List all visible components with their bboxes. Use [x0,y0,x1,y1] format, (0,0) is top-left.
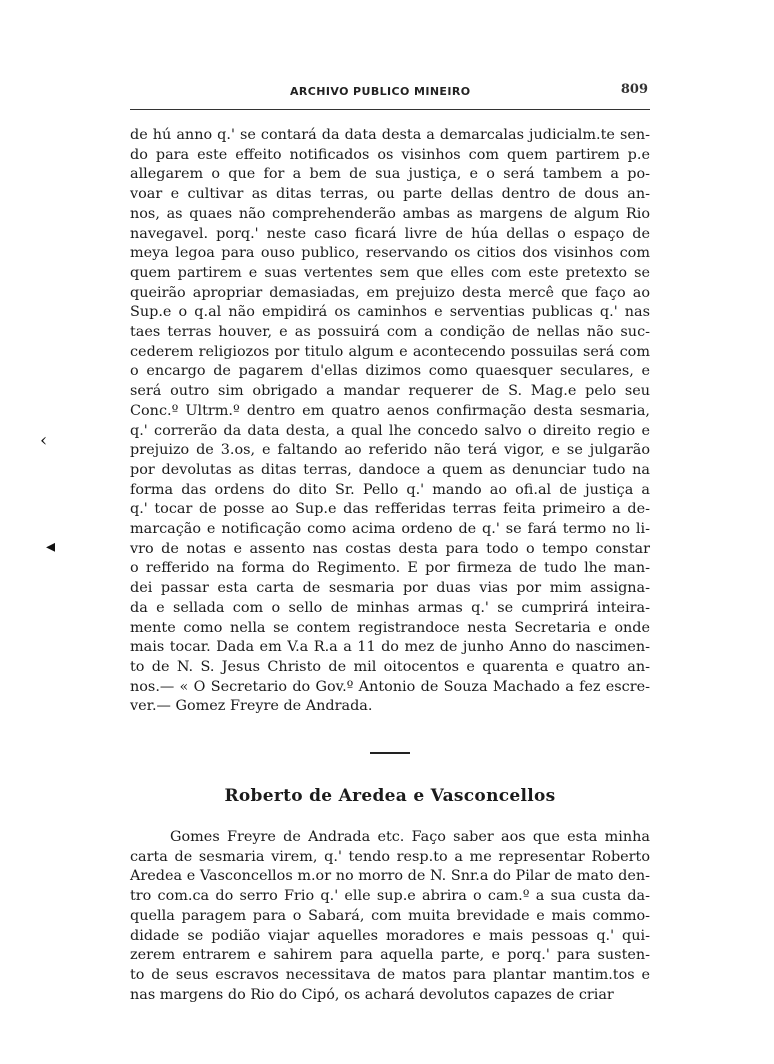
header-rule [130,109,650,110]
text-line: por devolutas as ditas terras, dandoce a quem as denunciar tudo na [130,461,650,478]
text-line: q.' correrão da data desta, a qual lhe concedo salvo o direito regio e [130,422,650,439]
text-line: o refferido na forma do Regimento. E por firmeza de tudo lhe man- [130,560,650,577]
text-line: nos.— « O Secretario do Gov.º Antonio de Souza Machado a fez escre- [130,678,650,695]
text-line: de hú anno q.' se contará da data desta a demarcalas judicialm.te sen- [130,127,650,143]
running-head: ARCHIVO PUBLICO MINEIRO [290,85,471,98]
text-line: será outro sim obrigado a mandar requerer de S. Mag.e pelo seu [130,383,650,400]
text-line: navegavel. porq.' neste caso ficará livre de húa dellas o espaço de [130,225,650,242]
text-line: meya legoa para ouso publico, reservando os citios dos visinhos com [130,245,650,262]
text-line: tro com.ca do serro Frio q.' elle sup.e abrira o cam.º a sua custa da- [130,888,650,905]
text-line: q.' tocar de posse ao Sup.e das refferidas terras feita primeiro a de- [130,501,650,518]
margin-mark: ◂ [46,536,56,557]
text-line: mais tocar. Dada em V.a R.a a 11 do mez de junho Anno do nascimen- [130,639,650,656]
text-line: queirão apropriar demasiadas, em prejuizo desta mercê que faço ao [130,284,650,301]
margin-mark: ‹ [40,430,48,451]
paragraph-new-grant [130,828,650,1005]
text-line: nos, as quaes não comprehenderão ambas as margens de algum Rio [130,205,650,222]
text-line: Sup.e o q.al não empidirá os caminhos e serventias publicas q.' nas [130,304,650,321]
text-line: mente como nella se contem registrandoce nesta Secretaria e onde [130,619,650,636]
text-line: to de N. S. Jesus Christo de mil oitocentos e quarenta e quatro an- [130,658,650,675]
text-line: nas margens do Rio do Cipó, os achará devolutos capazes de criar [130,986,614,1003]
text-line: carta de sesmaria virem, q.' tendo resp.to a me representar Roberto [130,848,650,865]
section-divider [370,752,410,754]
text-line: marcação e notificação como acima ordeno de q.' se fará termo no li- [130,521,650,538]
text-line: o encargo de pagarem d'ellas dizimos como quaesquer seculares, e [130,363,650,380]
page-header [130,82,650,104]
section-title: Roberto de Aredea e Vasconcellos [224,786,556,806]
text-line: forma das ordens do dito Sr. Pello q.' mando ao ofi.al de justiça a [130,481,650,498]
text-line: ver.— Gomez Freyre de Andrada. [130,698,373,715]
paragraph-continued [130,126,650,717]
page-number: 809 [620,82,648,97]
text-line: Conc.º Ultrm.º dentro em quatro aenos confirmação desta sesmaria, [130,402,650,419]
text-line: cederem religiozos por titulo algum e acontecendo possuilas será com [130,343,650,360]
text-line: allegarem o que for a bem de sua justiça, e o será tambem a po- [130,166,650,183]
text-line: vro de notas e assento nas costas desta para todo o tempo constar [130,540,650,557]
text-line: do para este effeito notificados os visinhos com quem partirem p.e [130,146,650,163]
text-line: voar e cultivar as ditas terras, ou parte dellas dentro de dous an- [130,186,650,203]
text-line: dei passar esta carta de sesmaria por duas vias por mim assigna- [130,580,650,597]
text-line: da e sellada com o sello de minhas armas q.' se cumprirá inteira- [130,599,650,616]
text-line: Gomes Freyre de Andrada etc. Faço saber aos que esta minha [170,829,650,845]
text-line: didade se podião viajar aquelles moradores e mais pessoas q.' qui- [130,927,650,944]
text-line: taes terras houver, e as possuirá com a condição de nellas não suc- [130,324,650,341]
text-line: prejuizo de 3.os, e faltando ao referido não terá vigor, e se julgarão [130,442,650,459]
text-line: to de seus escravos necessitava de matos para plantar mantim.tos e [130,966,650,983]
text-line: Aredea e Vasconcellos m.or no morro de N. Snr.a do Pilar de mato den- [130,868,650,885]
text-line: quella paragem para o Sabará, com muita brevidade e mais commo- [130,907,650,924]
text-line: zerem entrarem e sahirem para aquella parte, e porq.' para susten- [130,947,650,964]
text-line: quem partirem e suas vertentes sem que elles com este pretexto se [130,264,650,281]
